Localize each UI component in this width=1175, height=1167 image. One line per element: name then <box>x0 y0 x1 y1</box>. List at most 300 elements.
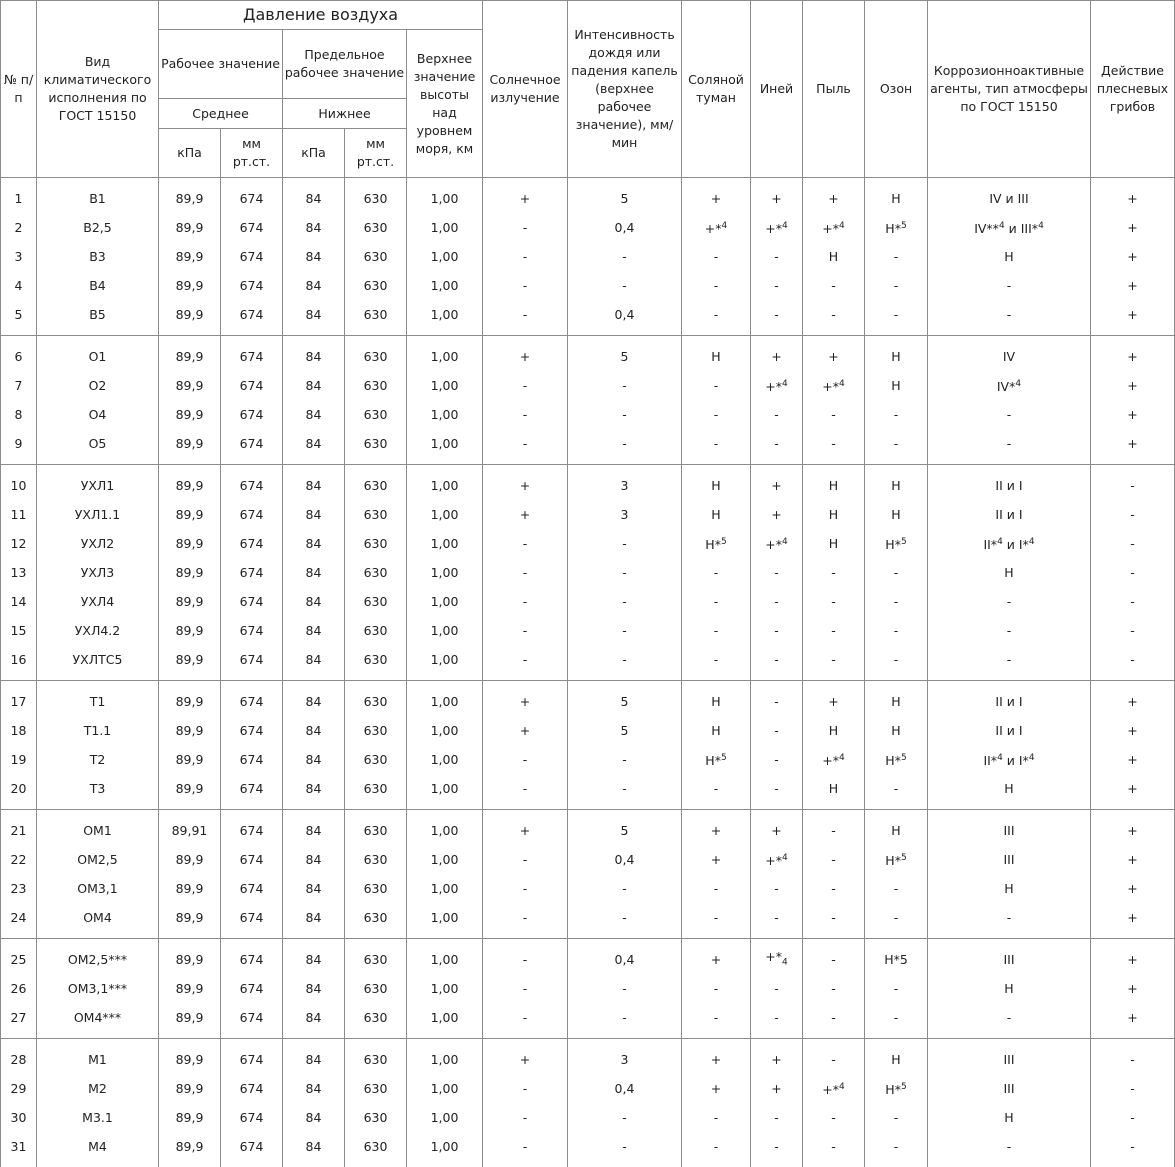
cell-mold: + <box>1091 178 1175 214</box>
cell-solar: + <box>483 681 568 717</box>
cell-mmhg-working: 674 <box>221 558 283 587</box>
cell-salt: - <box>682 429 751 465</box>
cell-dust: - <box>803 810 865 846</box>
cell-num: 26 <box>1 974 37 1003</box>
cell-dust: Н <box>803 242 865 271</box>
cell-ozone: Н <box>865 810 928 846</box>
cell-ozone: - <box>865 587 928 616</box>
cell-frost: - <box>751 1132 803 1167</box>
cell-mold: - <box>1091 558 1175 587</box>
table-row <box>1 681 1175 717</box>
cell-solar: - <box>483 300 568 336</box>
cell-salt: - <box>682 300 751 336</box>
cell-salt: + <box>682 810 751 846</box>
cell-kpa-working: 89,9 <box>159 178 221 214</box>
cell-ozone: - <box>865 300 928 336</box>
cell-dust: - <box>803 1039 865 1075</box>
cell-frost: - <box>751 874 803 903</box>
cell-solar: - <box>483 1074 568 1103</box>
cell-kind: В4 <box>37 271 159 300</box>
table-row <box>1 558 1175 587</box>
cell-mmhg-working: 674 <box>221 336 283 372</box>
cell-rain: - <box>568 874 682 903</box>
cell-dust: Н <box>803 716 865 745</box>
cell-dust: - <box>803 645 865 681</box>
cell-salt: - <box>682 645 751 681</box>
cell-altitude: 1,00 <box>407 429 483 465</box>
cell-mmhg-limit: 630 <box>345 774 407 810</box>
cell-altitude: 1,00 <box>407 1039 483 1075</box>
cell-altitude: 1,00 <box>407 1074 483 1103</box>
cell-mold: + <box>1091 336 1175 372</box>
cell-frost: + <box>751 810 803 846</box>
cell-rain: - <box>568 903 682 939</box>
cell-num: 4 <box>1 271 37 300</box>
cell-ozone: - <box>865 1103 928 1132</box>
cell-num: 15 <box>1 616 37 645</box>
cell-kind: В1 <box>37 178 159 214</box>
cell-dust: Н <box>803 465 865 501</box>
cell-kpa-working: 89,9 <box>159 1132 221 1167</box>
cell-altitude: 1,00 <box>407 500 483 529</box>
cell-frost: - <box>751 242 803 271</box>
cell-altitude: 1,00 <box>407 213 483 242</box>
cell-rain: - <box>568 400 682 429</box>
cell-mmhg-limit: 630 <box>345 500 407 529</box>
cell-frost: +*$^4$ <box>751 213 803 242</box>
cell-rain: - <box>568 1003 682 1039</box>
cell-kpa-limit: 84 <box>283 336 345 372</box>
header-rain: Интенсивность дождя или падения капель (верхнее рабочее значение), мм/мин <box>568 1 682 178</box>
header-kpa-working: кПа <box>159 129 221 178</box>
cell-kpa-working: 89,9 <box>159 587 221 616</box>
cell-corrosion: - <box>928 300 1091 336</box>
cell-ozone: Н*5 <box>865 939 928 975</box>
cell-kpa-working: 89,9 <box>159 336 221 372</box>
cell-corrosion: - <box>928 429 1091 465</box>
cell-rain: - <box>568 271 682 300</box>
cell-frost: - <box>751 271 803 300</box>
cell-rain: 5 <box>568 336 682 372</box>
cell-rain: 0,4 <box>568 300 682 336</box>
cell-mold: - <box>1091 1074 1175 1103</box>
cell-solar: - <box>483 845 568 874</box>
cell-ozone: - <box>865 271 928 300</box>
cell-num: 5 <box>1 300 37 336</box>
cell-frost: - <box>751 429 803 465</box>
cell-ozone: - <box>865 903 928 939</box>
cell-solar: - <box>483 745 568 774</box>
cell-kpa-limit: 84 <box>283 178 345 214</box>
cell-rain: 5 <box>568 178 682 214</box>
cell-mold: + <box>1091 845 1175 874</box>
cell-mmhg-limit: 630 <box>345 213 407 242</box>
cell-rain: - <box>568 558 682 587</box>
cell-frost: + <box>751 1039 803 1075</box>
cell-kpa-limit: 84 <box>283 1132 345 1167</box>
cell-kind: ОМ3,1*** <box>37 974 159 1003</box>
cell-num: 23 <box>1 874 37 903</box>
cell-mmhg-working: 674 <box>221 939 283 975</box>
cell-ozone: Н*$^5$ <box>865 529 928 558</box>
cell-corrosion: II и I <box>928 716 1091 745</box>
cell-dust: - <box>803 1103 865 1132</box>
cell-altitude: 1,00 <box>407 939 483 975</box>
cell-num: 6 <box>1 336 37 372</box>
cell-ozone: - <box>865 558 928 587</box>
cell-salt: +*$^4$ <box>682 213 751 242</box>
cell-frost: $+*_4$ <box>751 939 803 975</box>
cell-salt: Н <box>682 336 751 372</box>
cell-ozone: Н*$^5$ <box>865 845 928 874</box>
cell-ozone: Н <box>865 465 928 501</box>
cell-corrosion: II*$^4$ и I*$^4$ <box>928 529 1091 558</box>
cell-solar: - <box>483 587 568 616</box>
cell-frost: - <box>751 616 803 645</box>
cell-kind: В3 <box>37 242 159 271</box>
cell-rain: - <box>568 745 682 774</box>
table-row <box>1 810 1175 846</box>
cell-frost: - <box>751 974 803 1003</box>
cell-kpa-working: 89,9 <box>159 1074 221 1103</box>
cell-frost: +*$^4$ <box>751 529 803 558</box>
cell-mold: - <box>1091 465 1175 501</box>
cell-frost: - <box>751 774 803 810</box>
cell-kpa-limit: 84 <box>283 558 345 587</box>
cell-corrosion: III <box>928 1074 1091 1103</box>
cell-mmhg-working: 674 <box>221 616 283 645</box>
cell-num: 29 <box>1 1074 37 1103</box>
cell-ozone: Н*$^5$ <box>865 1074 928 1103</box>
cell-kpa-limit: 84 <box>283 300 345 336</box>
cell-corrosion: - <box>928 400 1091 429</box>
cell-ozone: Н <box>865 178 928 214</box>
cell-rain: - <box>568 529 682 558</box>
cell-mmhg-working: 674 <box>221 178 283 214</box>
cell-mmhg-working: 674 <box>221 810 283 846</box>
table-row <box>1 300 1175 336</box>
cell-kind: УХЛ1.1 <box>37 500 159 529</box>
cell-kpa-working: 89,9 <box>159 974 221 1003</box>
cell-num: 10 <box>1 465 37 501</box>
cell-mold: + <box>1091 716 1175 745</box>
header-dust: Пыль <box>803 1 865 178</box>
header-kpa-limit: кПа <box>283 129 345 178</box>
cell-kpa-working: 89,9 <box>159 465 221 501</box>
cell-kpa-limit: 84 <box>283 939 345 975</box>
cell-kpa-limit: 84 <box>283 1039 345 1075</box>
table-body <box>1 178 1175 1167</box>
cell-kind: УХЛ4.2 <box>37 616 159 645</box>
cell-salt: Н*$^5$ <box>682 529 751 558</box>
table-row <box>1 465 1175 501</box>
cell-mmhg-working: 674 <box>221 529 283 558</box>
table-row <box>1 774 1175 810</box>
cell-dust: - <box>803 400 865 429</box>
cell-rain: - <box>568 1103 682 1132</box>
cell-corrosion: IV**$^4$ и III*$^4$ <box>928 213 1091 242</box>
cell-solar: + <box>483 336 568 372</box>
cell-dust: - <box>803 429 865 465</box>
cell-kpa-working: 89,9 <box>159 681 221 717</box>
cell-mold: - <box>1091 500 1175 529</box>
cell-kind: ОМ4*** <box>37 1003 159 1039</box>
cell-rain: 3 <box>568 465 682 501</box>
cell-salt: - <box>682 242 751 271</box>
cell-num: 30 <box>1 1103 37 1132</box>
cell-salt: - <box>682 558 751 587</box>
cell-altitude: 1,00 <box>407 1003 483 1039</box>
cell-ozone: - <box>865 400 928 429</box>
cell-solar: - <box>483 774 568 810</box>
cell-kind: ОМ4 <box>37 903 159 939</box>
cell-kind: М4 <box>37 1132 159 1167</box>
cell-ozone: - <box>865 974 928 1003</box>
cell-salt: - <box>682 587 751 616</box>
cell-corrosion: IV <box>928 336 1091 372</box>
cell-altitude: 1,00 <box>407 810 483 846</box>
cell-num: 28 <box>1 1039 37 1075</box>
cell-altitude: 1,00 <box>407 1132 483 1167</box>
cell-salt: Н <box>682 465 751 501</box>
cell-kpa-working: 89,9 <box>159 645 221 681</box>
cell-rain: - <box>568 616 682 645</box>
cell-mmhg-working: 674 <box>221 1132 283 1167</box>
cell-kpa-limit: 84 <box>283 645 345 681</box>
cell-rain: 3 <box>568 500 682 529</box>
cell-frost: - <box>751 1103 803 1132</box>
cell-mold: + <box>1091 429 1175 465</box>
cell-mmhg-working: 674 <box>221 774 283 810</box>
cell-frost: + <box>751 465 803 501</box>
table-row <box>1 616 1175 645</box>
cell-mold: + <box>1091 774 1175 810</box>
cell-altitude: 1,00 <box>407 716 483 745</box>
cell-mold: + <box>1091 371 1175 400</box>
cell-kpa-limit: 84 <box>283 845 345 874</box>
cell-corrosion: II*$^4$ и I*$^4$ <box>928 745 1091 774</box>
cell-mmhg-limit: 630 <box>345 429 407 465</box>
cell-mmhg-working: 674 <box>221 645 283 681</box>
table-row <box>1 529 1175 558</box>
cell-ozone: - <box>865 645 928 681</box>
cell-dust: + <box>803 178 865 214</box>
cell-ozone: - <box>865 429 928 465</box>
cell-corrosion: II и I <box>928 500 1091 529</box>
table-header <box>1 1 1175 178</box>
cell-mmhg-limit: 630 <box>345 465 407 501</box>
cell-kpa-limit: 84 <box>283 1103 345 1132</box>
cell-solar: - <box>483 645 568 681</box>
table-row <box>1 500 1175 529</box>
cell-kpa-limit: 84 <box>283 529 345 558</box>
cell-rain: 0,4 <box>568 845 682 874</box>
cell-altitude: 1,00 <box>407 400 483 429</box>
cell-solar: - <box>483 213 568 242</box>
cell-kpa-limit: 84 <box>283 903 345 939</box>
cell-frost: + <box>751 1074 803 1103</box>
cell-kpa-limit: 84 <box>283 271 345 300</box>
table-row <box>1 1074 1175 1103</box>
cell-kpa-working: 89,9 <box>159 300 221 336</box>
cell-num: 2 <box>1 213 37 242</box>
cell-solar: + <box>483 716 568 745</box>
cell-altitude: 1,00 <box>407 874 483 903</box>
cell-mmhg-limit: 630 <box>345 336 407 372</box>
cell-solar: - <box>483 903 568 939</box>
cell-mmhg-limit: 630 <box>345 1074 407 1103</box>
cell-kpa-working: 89,9 <box>159 371 221 400</box>
cell-mold: + <box>1091 1003 1175 1039</box>
cell-num: 1 <box>1 178 37 214</box>
cell-kpa-working: 89,9 <box>159 400 221 429</box>
cell-kpa-working: 89,9 <box>159 774 221 810</box>
cell-altitude: 1,00 <box>407 745 483 774</box>
cell-mold: - <box>1091 1103 1175 1132</box>
cell-mmhg-working: 674 <box>221 242 283 271</box>
cell-kpa-working: 89,9 <box>159 1103 221 1132</box>
cell-mmhg-limit: 630 <box>345 558 407 587</box>
table-row <box>1 939 1175 975</box>
cell-num: 24 <box>1 903 37 939</box>
cell-solar: + <box>483 810 568 846</box>
cell-kind: О2 <box>37 371 159 400</box>
cell-num: 13 <box>1 558 37 587</box>
table-row <box>1 645 1175 681</box>
cell-mmhg-limit: 630 <box>345 845 407 874</box>
cell-solar: - <box>483 616 568 645</box>
cell-mold: - <box>1091 645 1175 681</box>
cell-num: 17 <box>1 681 37 717</box>
cell-kind: УХЛ2 <box>37 529 159 558</box>
cell-dust: - <box>803 903 865 939</box>
cell-altitude: 1,00 <box>407 845 483 874</box>
cell-dust: - <box>803 616 865 645</box>
cell-mmhg-limit: 630 <box>345 1103 407 1132</box>
cell-num: 22 <box>1 845 37 874</box>
cell-kpa-working: 89,9 <box>159 429 221 465</box>
cell-dust: - <box>803 974 865 1003</box>
cell-altitude: 1,00 <box>407 616 483 645</box>
cell-mmhg-limit: 630 <box>345 903 407 939</box>
cell-altitude: 1,00 <box>407 645 483 681</box>
cell-mmhg-working: 674 <box>221 400 283 429</box>
cell-kpa-limit: 84 <box>283 745 345 774</box>
header-lower: Нижнее <box>283 99 407 129</box>
cell-kpa-limit: 84 <box>283 429 345 465</box>
cell-corrosion: II и I <box>928 465 1091 501</box>
table-row <box>1 1103 1175 1132</box>
cell-altitude: 1,00 <box>407 903 483 939</box>
cell-dust: + <box>803 336 865 372</box>
cell-num: 27 <box>1 1003 37 1039</box>
cell-num: 20 <box>1 774 37 810</box>
cell-mold: + <box>1091 271 1175 300</box>
cell-ozone: Н*$^5$ <box>865 745 928 774</box>
cell-solar: - <box>483 400 568 429</box>
cell-rain: - <box>568 429 682 465</box>
cell-ozone: Н <box>865 336 928 372</box>
cell-kpa-limit: 84 <box>283 810 345 846</box>
cell-mmhg-limit: 630 <box>345 242 407 271</box>
cell-kpa-limit: 84 <box>283 465 345 501</box>
cell-altitude: 1,00 <box>407 681 483 717</box>
cell-corrosion: - <box>928 1132 1091 1167</box>
table-row <box>1 874 1175 903</box>
cell-mmhg-working: 674 <box>221 271 283 300</box>
cell-solar: - <box>483 271 568 300</box>
cell-kpa-working: 89,9 <box>159 616 221 645</box>
cell-dust: - <box>803 271 865 300</box>
cell-corrosion: IV*$^4$ <box>928 371 1091 400</box>
cell-mmhg-working: 674 <box>221 845 283 874</box>
cell-salt: - <box>682 974 751 1003</box>
cell-kpa-limit: 84 <box>283 1003 345 1039</box>
cell-ozone: - <box>865 242 928 271</box>
table-row <box>1 371 1175 400</box>
cell-solar: - <box>483 974 568 1003</box>
cell-altitude: 1,00 <box>407 465 483 501</box>
cell-mmhg-working: 674 <box>221 500 283 529</box>
cell-altitude: 1,00 <box>407 1103 483 1132</box>
cell-dust: - <box>803 300 865 336</box>
table-row <box>1 429 1175 465</box>
cell-mold: + <box>1091 300 1175 336</box>
header-average: Среднее <box>159 99 283 129</box>
header-mmhg-limit: мм рт.ст. <box>345 129 407 178</box>
cell-solar: + <box>483 500 568 529</box>
cell-num: 9 <box>1 429 37 465</box>
cell-rain: - <box>568 1132 682 1167</box>
cell-corrosion: III <box>928 1039 1091 1075</box>
cell-salt: + <box>682 1039 751 1075</box>
cell-kpa-limit: 84 <box>283 213 345 242</box>
cell-rain: 3 <box>568 1039 682 1075</box>
cell-altitude: 1,00 <box>407 371 483 400</box>
cell-corrosion: - <box>928 645 1091 681</box>
cell-kpa-working: 89,9 <box>159 213 221 242</box>
cell-mold: + <box>1091 874 1175 903</box>
cell-rain: 0,4 <box>568 213 682 242</box>
cell-num: 31 <box>1 1132 37 1167</box>
cell-kind: В5 <box>37 300 159 336</box>
cell-salt: + <box>682 845 751 874</box>
cell-mmhg-working: 674 <box>221 300 283 336</box>
cell-corrosion: IV и III <box>928 178 1091 214</box>
cell-ozone: Н <box>865 371 928 400</box>
header-ozone: Озон <box>865 1 928 178</box>
cell-kpa-working: 89,9 <box>159 874 221 903</box>
cell-mmhg-limit: 630 <box>345 300 407 336</box>
cell-corrosion: - <box>928 587 1091 616</box>
cell-kpa-limit: 84 <box>283 1074 345 1103</box>
cell-solar: + <box>483 178 568 214</box>
cell-frost: - <box>751 645 803 681</box>
cell-salt: - <box>682 1132 751 1167</box>
cell-salt: - <box>682 1103 751 1132</box>
cell-solar: - <box>483 1103 568 1132</box>
cell-mold: + <box>1091 974 1175 1003</box>
cell-mmhg-working: 674 <box>221 874 283 903</box>
cell-kind: О5 <box>37 429 159 465</box>
cell-frost: - <box>751 587 803 616</box>
cell-salt: - <box>682 371 751 400</box>
cell-frost: - <box>751 558 803 587</box>
cell-rain: - <box>568 587 682 616</box>
cell-dust: +*$^4$ <box>803 371 865 400</box>
cell-mmhg-working: 674 <box>221 213 283 242</box>
cell-mmhg-limit: 630 <box>345 271 407 300</box>
